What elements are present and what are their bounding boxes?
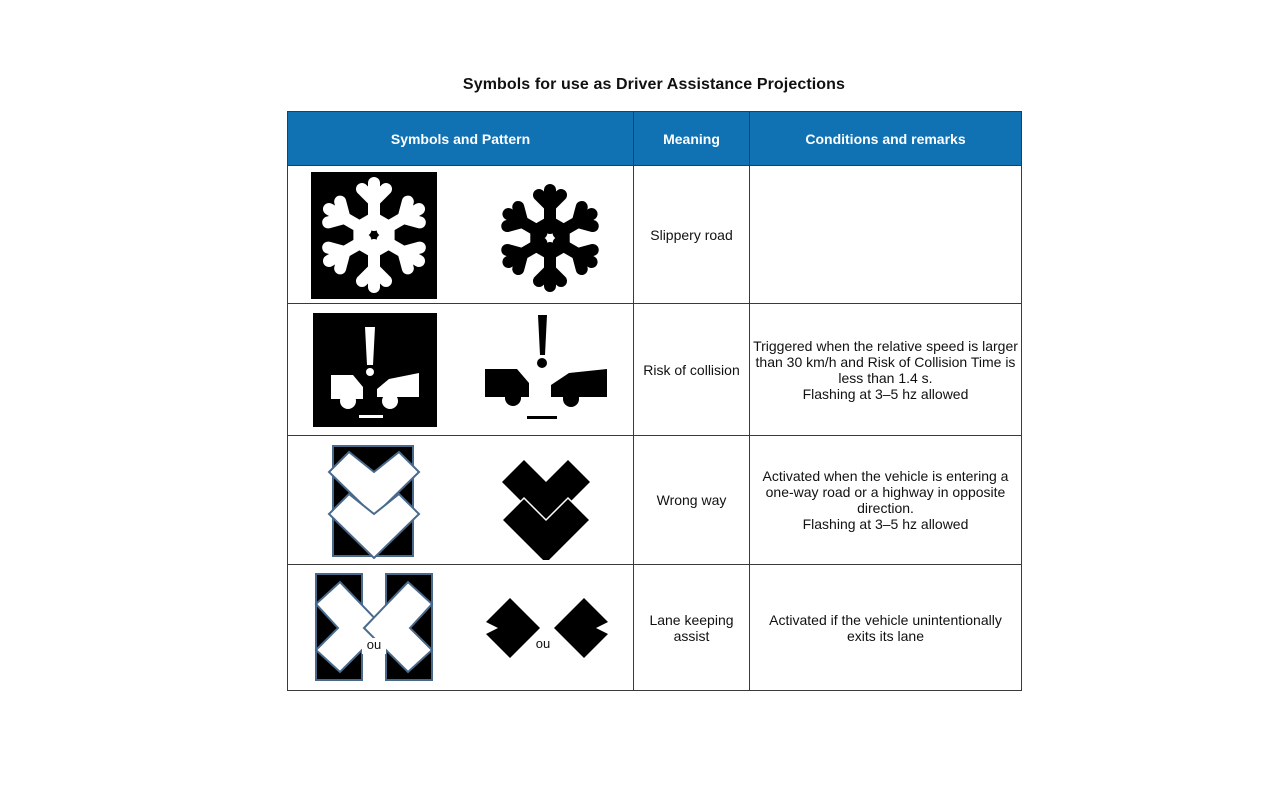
table-row <box>288 304 1022 436</box>
conditions-cell: Activated when the vehicle is entering a one-way road or a highway in opposite direction. Flashing at 3–5 hz allowed <box>750 436 1022 565</box>
collision-warning-inverse-icon <box>313 313 437 427</box>
table-row <box>288 565 1022 691</box>
meaning-cell: Risk of collision <box>634 304 750 436</box>
page-title: Symbols for use as Driver Assistance Projections <box>462 76 846 93</box>
conditions-cell: Triggered when the relative speed is larger than 30 km/h and Risk of Collision Time is less than 1.4 s. Flashing at 3–5 hz allowed <box>750 304 1022 436</box>
conditions-cell <box>750 166 1022 304</box>
snowflake-icon <box>488 184 612 292</box>
lane-keeping-outline-icon <box>312 572 436 684</box>
symbols-cell <box>288 304 634 436</box>
wrong-way-icon <box>496 460 596 560</box>
meaning-cell: Wrong way <box>634 436 750 565</box>
meaning-cell: Slippery road <box>634 166 750 304</box>
header-meaning: Meaning <box>634 112 750 166</box>
table-row <box>288 166 1022 304</box>
header-conditions: Conditions and remarks <box>750 112 1022 166</box>
lane-keeping-icon <box>482 586 612 666</box>
separator-ou: ou <box>535 636 551 651</box>
meaning-cell: Lane keeping assist <box>634 565 750 691</box>
symbols-cell <box>288 436 634 565</box>
wrong-way-outline-icon <box>324 444 424 559</box>
snowflake-inverse-icon <box>311 172 437 299</box>
symbols-table <box>287 111 1022 691</box>
table-row <box>288 436 1022 565</box>
separator-ou: ou <box>366 637 382 652</box>
header-symbols: Symbols and Pattern <box>288 112 634 166</box>
symbols-cell <box>288 166 634 304</box>
symbols-cell <box>288 565 634 691</box>
conditions-cell: Activated if the vehicle unintentionally exits its lane <box>750 565 1022 691</box>
table-header-row <box>288 112 1022 166</box>
collision-warning-icon <box>483 313 609 423</box>
